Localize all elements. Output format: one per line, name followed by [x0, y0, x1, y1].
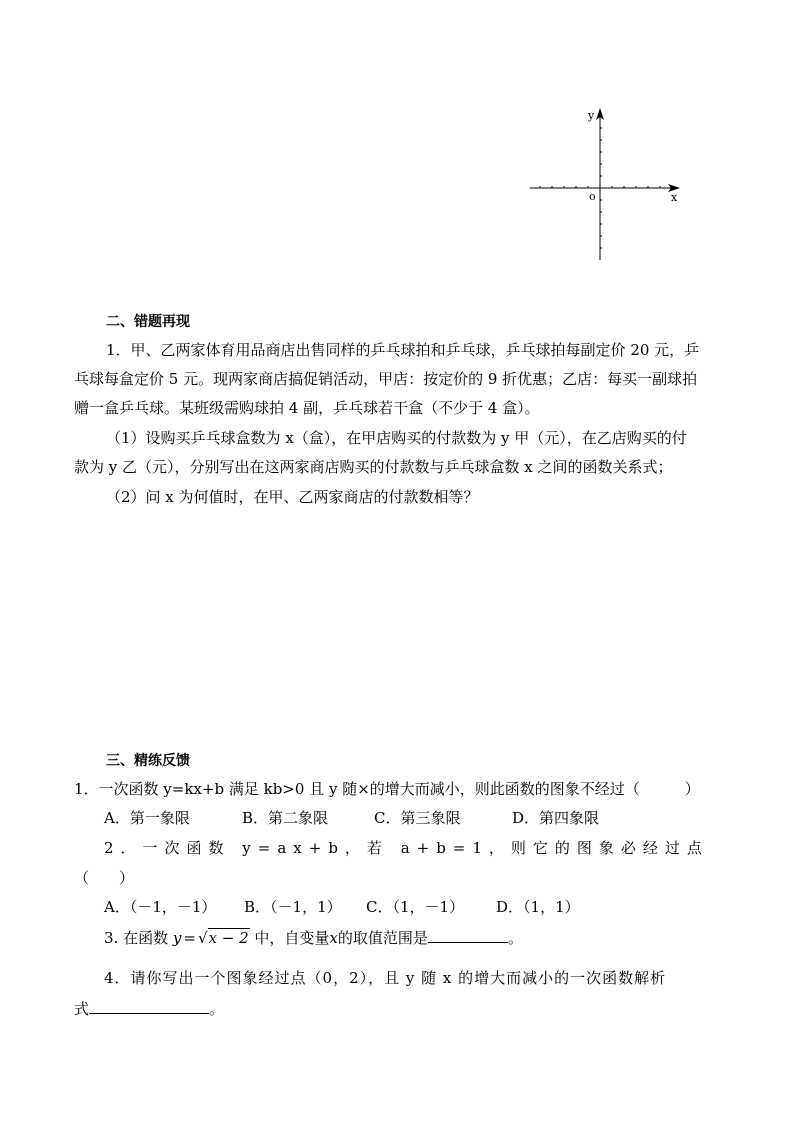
s3-q3-suffix: 中，自变量 [254, 929, 330, 947]
s3-q4-prefix: 式 [74, 1000, 90, 1018]
s3-q3-suffix2: 的取值范围是 [337, 929, 428, 947]
q3-formula-eq: = [183, 929, 196, 947]
s3-q2-option-b: B．（－1，1） [244, 898, 342, 916]
x-axis-label: x [671, 191, 678, 204]
s3-q2-line1: 2．一次函数 y=ax+b，若 a+b=1，则它的图象必经过点 [104, 839, 709, 857]
s3-q1: 1．一次函数 y=kx+b 满足 kb>0 且 y 随×的增大而减小，则此函数的图象不经过（ ） [74, 780, 700, 798]
q3-formula-y: y [172, 929, 182, 947]
y-axis-label: y [588, 109, 595, 122]
coordinate-axes [525, 100, 690, 265]
origin-label: o [589, 190, 596, 203]
s3-q2-option-d: D．（1，1） [496, 898, 580, 916]
s3-q4-line1: 4．请你写出一个图象经过点（0，2），且 y 随 x 的增大而减小的一次函数解析 [104, 969, 667, 987]
s3-q2-option-a: A．（－1，－1） [104, 898, 217, 916]
q3-formula-radicand: x − 2 [208, 929, 249, 947]
s3-q1-option-a: A．第一象限 [104, 809, 190, 827]
s2-q1-sub1-line1: （1）设购买乒乓球盒数为 x（盒），在甲店购买的付款数为 y 甲（元），在乙店购买的付 [106, 429, 687, 447]
s2-q1-sub1-line2: 款为 y 乙（元），分别写出在这两家商店购买的付款数与乒乓球盒数 x 之间的函数关系式； [74, 458, 673, 476]
s3-q3 [104, 928, 523, 948]
q4-answer-blank[interactable] [89, 999, 209, 1014]
s2-q1-line1: 1．甲、乙两家体育用品商店出售同样的乒乓球拍和乒乓球，乒乓球拍每副定价 20 元，乒 [106, 341, 700, 359]
s3-q3-prefix: 3. 在函数 [104, 929, 169, 947]
sqrt-sign: √ [197, 929, 208, 947]
section2-heading: 二、错题再现 [106, 314, 190, 330]
s2-q1-line3: 赠一盒乒乓球。某班级需购球拍 4 副，乒乓球若干盒（不少于 4 盒）。 [74, 399, 540, 417]
s2-q1-sub2: （2）问 x 为何值时，在甲、乙两家商店的付款数相等？ [106, 488, 479, 506]
s3-q2-paren: （ ） [74, 869, 135, 887]
s3-q3-var: x [329, 929, 338, 947]
section3-heading: 三、精练反馈 [106, 753, 190, 769]
s3-q3-end: 。 [507, 929, 523, 947]
s3-q1-option-b: B．第二象限 [242, 809, 329, 827]
s3-q4-line2 [74, 999, 224, 1019]
s3-q2-option-c: C．（1，－1） [366, 898, 465, 916]
s3-q4-end: 。 [209, 1000, 225, 1018]
s3-q1-option-d: D．第四象限 [512, 809, 600, 827]
q3-answer-blank[interactable] [428, 928, 508, 943]
q3-formula [173, 929, 255, 947]
s2-q1-line2: 乓球每盒定价 5 元。现两家商店搞促销活动，甲店：按定价的 9 折优惠；乙店：每买一副球拍 [74, 370, 698, 388]
s3-q1-option-c: C．第三象限 [374, 809, 461, 827]
